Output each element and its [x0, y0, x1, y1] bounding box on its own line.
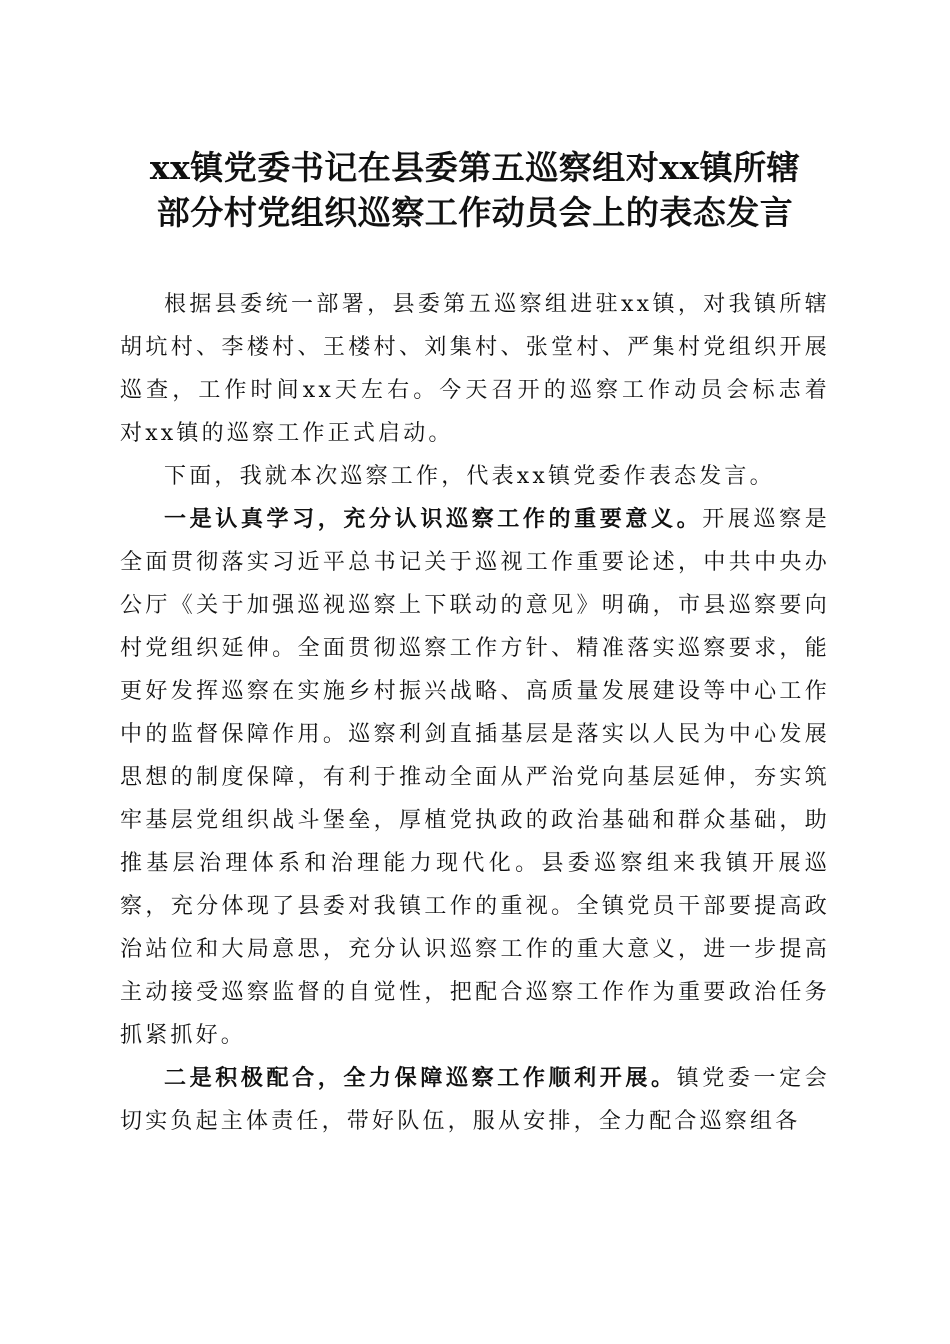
- title-line-2: 部分村党组织巡察工作动员会上的表态发言: [156, 193, 794, 232]
- paragraph-intro: [120, 283, 830, 455]
- paragraph-text: 开展巡察是全面贯彻落实习近平总书记关于巡视工作重要论述，中共中央办公厅《关于加强巡视巡察上下联动的意见》明确，市县巡察要向村党组织延伸。全面贯彻巡察工作方针、精准落实巡察要求，能更好发挥巡察在实施乡村振兴战略、高质量发展建设等中心工作中的监督保障作用。巡察利剑直插基层是落实以人民为中心发展思想的制度保障，有利于推动全面从严治党向基层延伸，夯实筑牢基层党组织战斗堡垒，厚植党执政的政治基础和群众基础，助推基层治理体系和治理能力现代化。县委巡察组来我镇开展巡察，充分体现了县委对我镇工作的重视。全镇党员干部要提高政治站位和大局意思，充分认识巡察工作的重大意义，进一步提高主动接受巡察监督的自觉性，把配合巡察工作作为重要政治任务抓紧抓好。: [120, 507, 830, 1048]
- document-body: [120, 283, 830, 1143]
- title-line-1: xx镇党委书记在县委第五巡察组对xx镇所辖: [149, 148, 801, 187]
- paragraph-lead: 二是积极配合，全力保障巡察工作顺利开展。: [164, 1065, 677, 1091]
- paragraph-point-two: [120, 1057, 830, 1143]
- paragraph-transition: [120, 455, 830, 498]
- paragraph-point-one: [120, 498, 830, 1057]
- paragraph-text: 下面，我就本次巡察工作，代表xx镇党委作表态发言。: [164, 464, 775, 489]
- paragraph-lead: 一是认真学习，充分认识巡察工作的重要意义。: [164, 506, 703, 532]
- paragraph-text: 根据县委统一部署，县委第五巡察组进驻xx镇，对我镇所辖胡坑村、李楼村、王楼村、刘集村、张堂村、严集村党组织开展巡查，工作时间xx天左右。今天召开的巡察工作动员会标志着对xx镇的巡察工作正式启动。: [120, 292, 830, 446]
- document-title: [120, 145, 830, 235]
- paragraph-text: 镇党委一定会切实负起主体责任，带好队伍，服从安排，全力配合巡察组各: [120, 1066, 830, 1134]
